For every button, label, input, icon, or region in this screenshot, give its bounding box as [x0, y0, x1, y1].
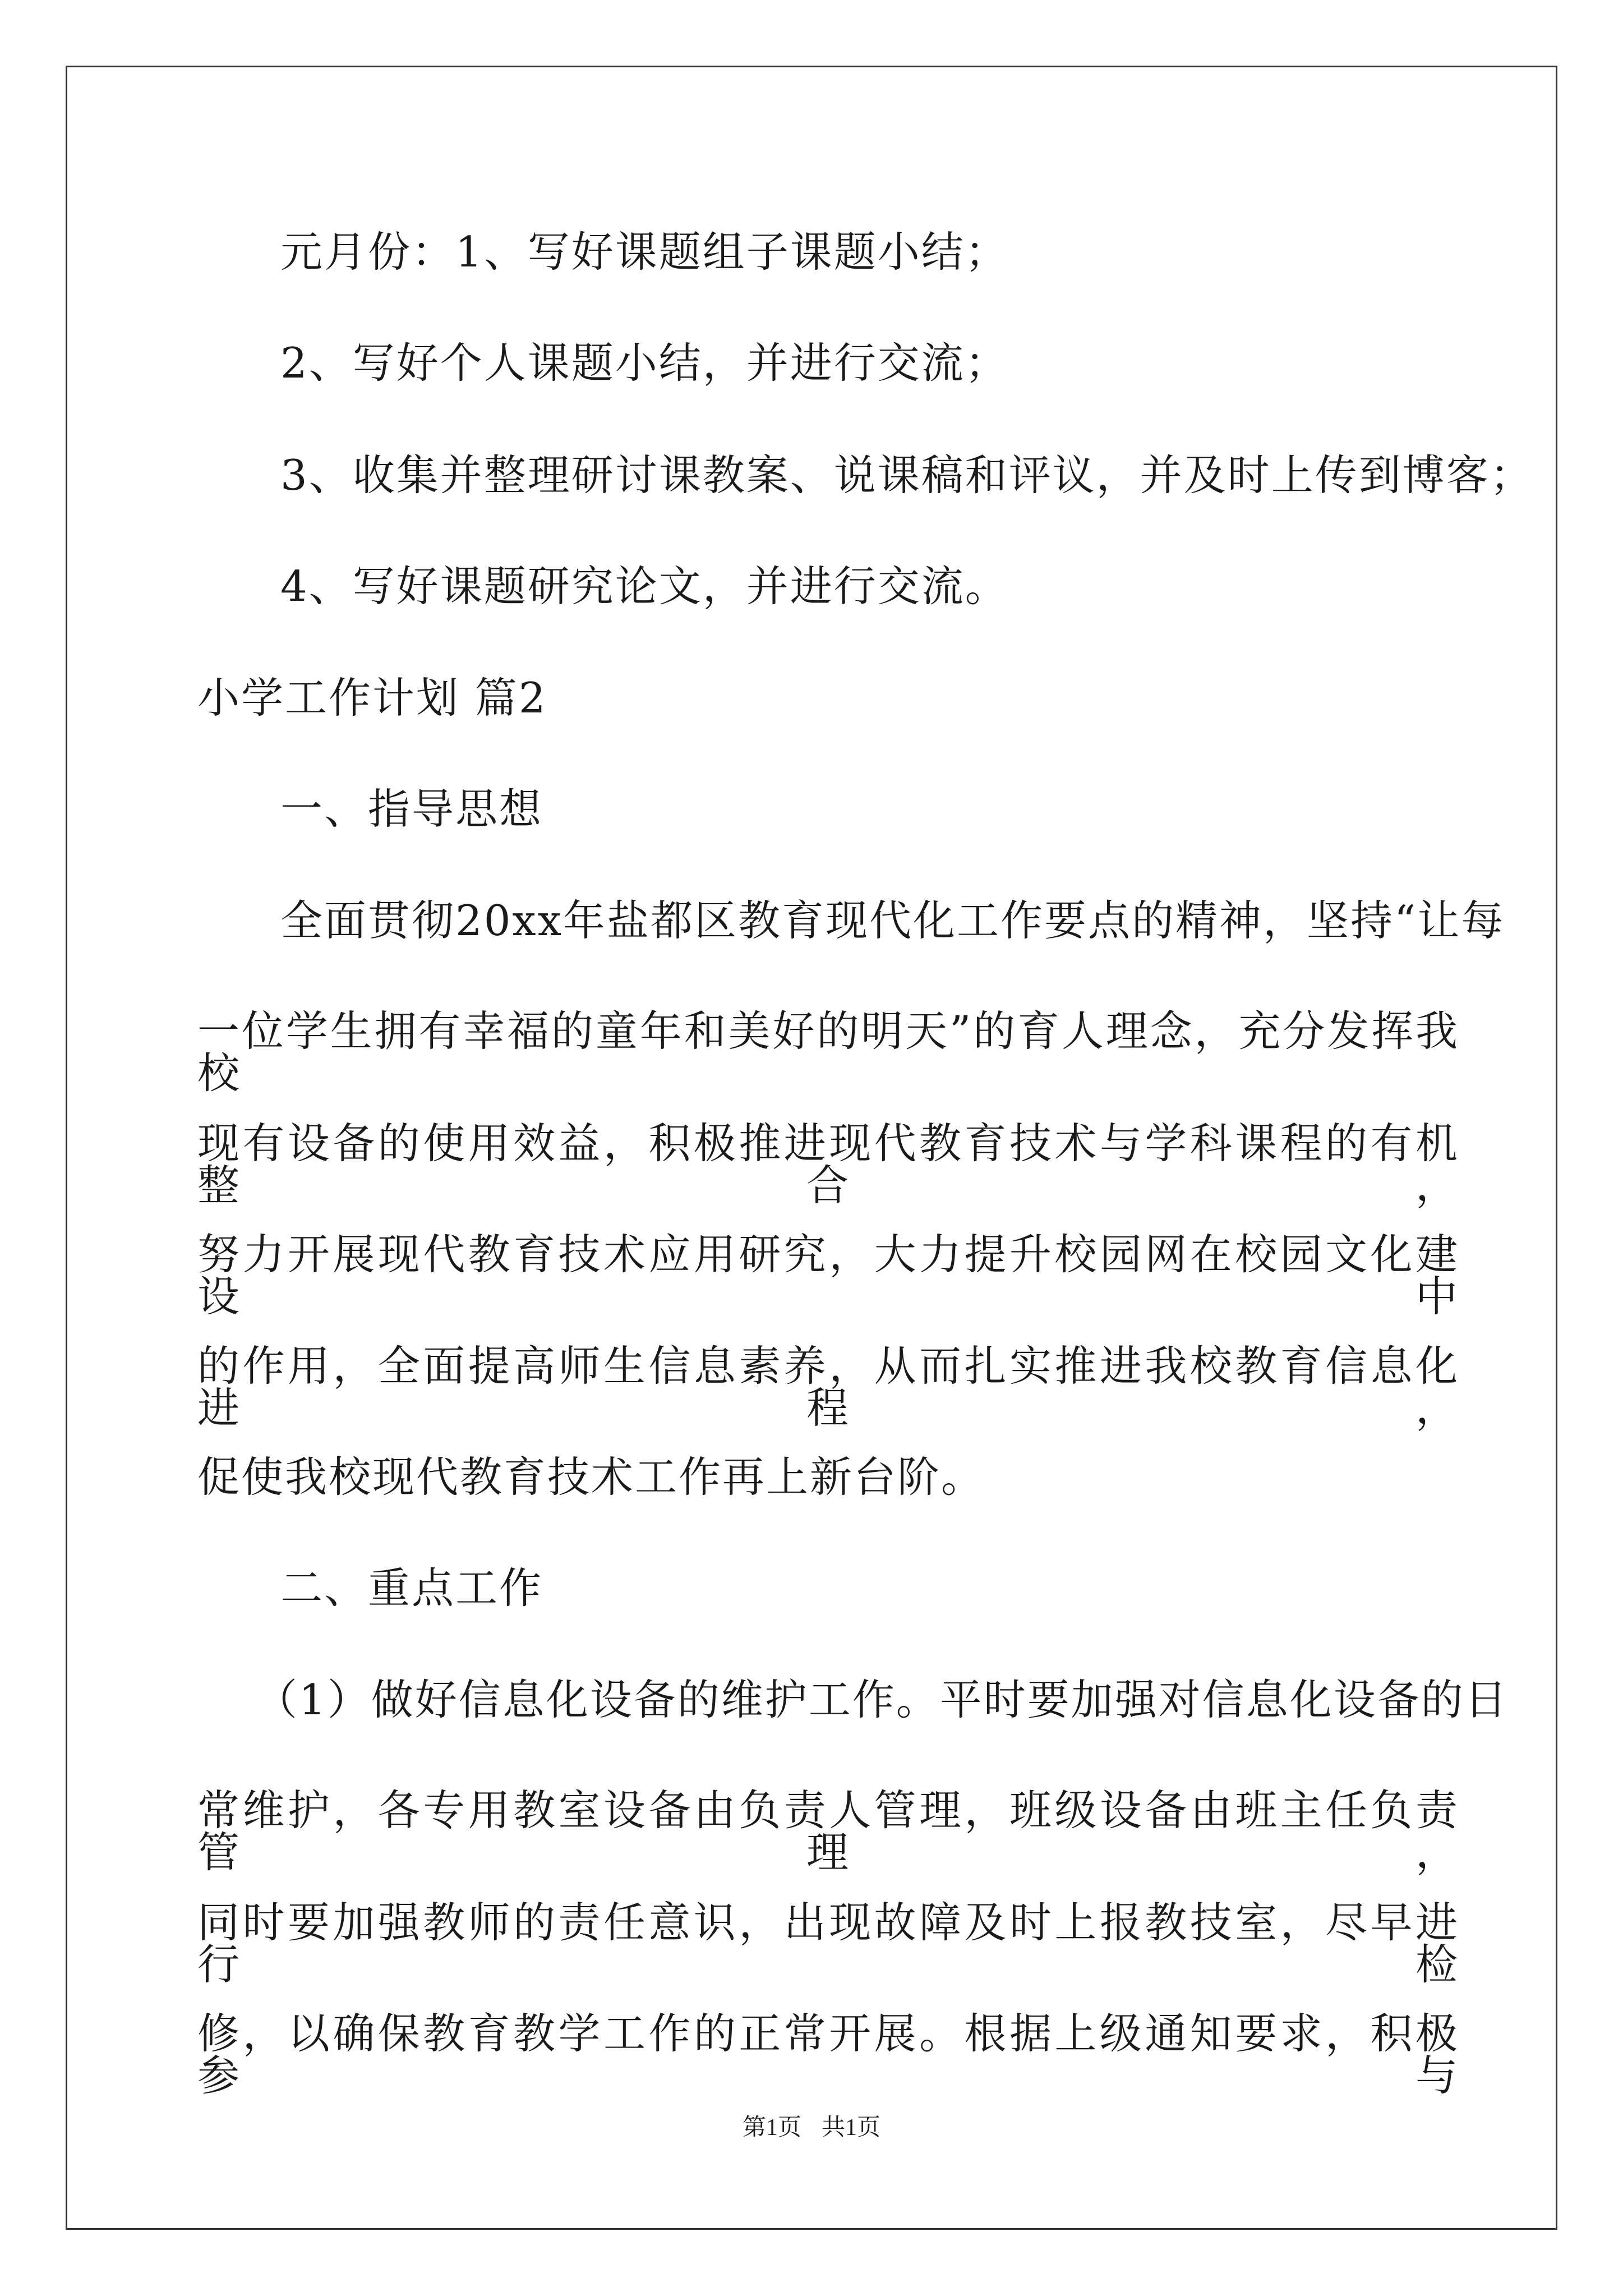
- text-line: 4、写好课题研究论文，并进行交流。: [280, 562, 1009, 611]
- text-line: 3、收集并整理研讨课教案、说课稿和评议，并及时上传到博客；: [280, 450, 1534, 500]
- paragraph-line: 修，以确保教育教学工作的正常开展。根据上级通知要求，积极参与: [197, 2009, 1459, 2100]
- paragraph-line: 全面贯彻20xx年盐都区教育现代化工作要点的精神，坚持“让每: [280, 896, 1505, 945]
- paragraph-line: 同时要加强教师的责任意识，出现故障及时上报教技室，尽早进行检: [197, 1898, 1459, 1989]
- page-footer: [0, 2109, 1623, 2142]
- text-line: 元月份：1、写好课题组子课题小结；: [280, 227, 1009, 277]
- paragraph-line: 努力开展现代教育技术应用研究，大力提升校园网在校园文化建设中: [197, 1230, 1459, 1321]
- subheading: 一、指导思想: [280, 784, 543, 834]
- page-number: 第1页: [742, 2115, 801, 2141]
- text-line: 2、写好个人课题小结，并进行交流；: [280, 338, 1009, 388]
- paragraph-line: 常维护，各专用教室设备由负责人管理，班级设备由班主任负责管理，: [197, 1786, 1459, 1877]
- paragraph-line: 促使我校现代教育技术工作再上新台阶。: [197, 1452, 985, 1502]
- page-total: 共1页: [822, 2115, 881, 2141]
- paragraph-line: 一位学生拥有幸福的童年和美好的明天”的育人理念，充分发挥我校: [197, 1006, 1459, 1098]
- paragraph-line: （1）做好信息化设备的维护工作。平时要加强对信息化设备的日: [255, 1675, 1509, 1724]
- section-heading: 小学工作计划 篇2: [197, 673, 547, 723]
- subheading: 二、重点工作: [280, 1563, 543, 1613]
- paragraph-line: 现有设备的使用效益，积极推进现代教育技术与学科课程的有机整合，: [197, 1119, 1459, 1210]
- paragraph-line: 的作用，全面提高师生信息素养，从而扎实推进我校教育信息化进程，: [197, 1341, 1459, 1433]
